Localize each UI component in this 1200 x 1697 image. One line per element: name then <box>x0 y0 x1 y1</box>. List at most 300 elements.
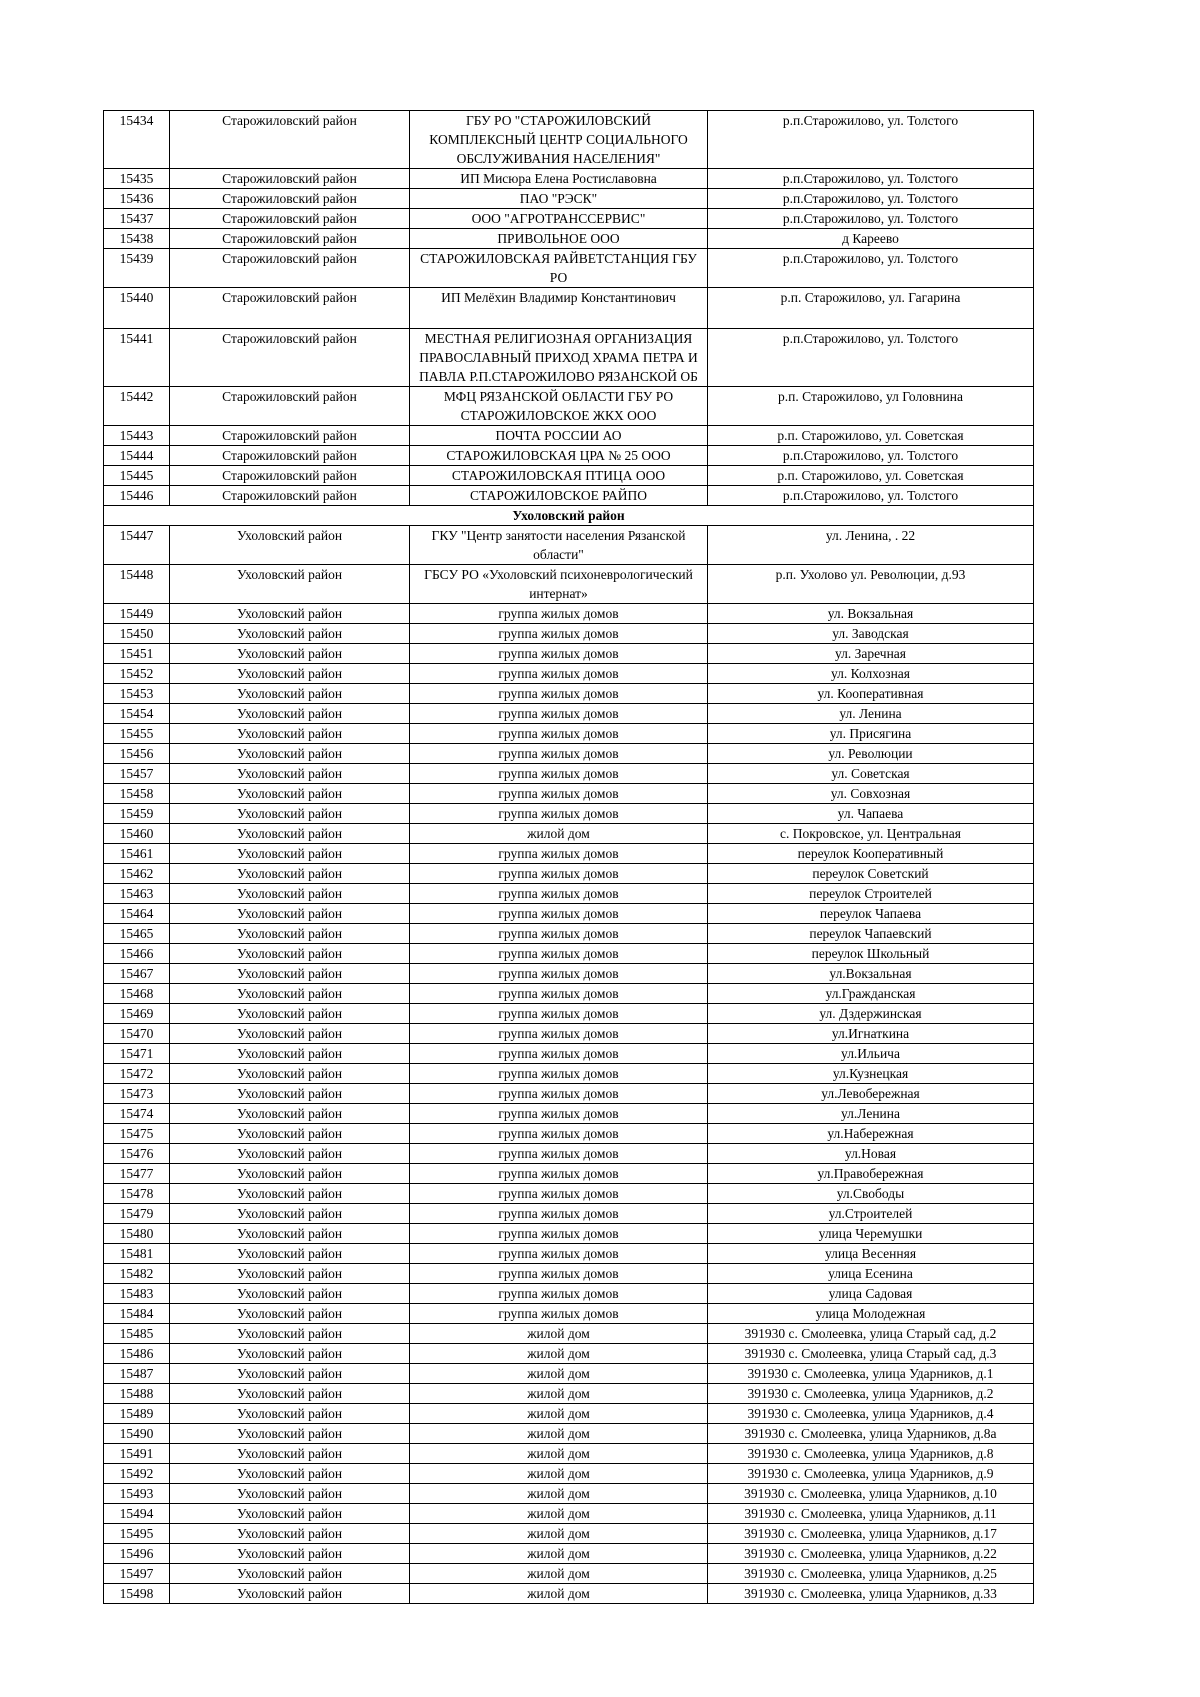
organization-name-cell: группа жилых домов <box>410 864 708 884</box>
organization-name-cell: группа жилых домов <box>410 1004 708 1024</box>
address-cell: ул. Ленина, . 22 <box>708 526 1034 565</box>
row-number-cell: 15456 <box>104 744 170 764</box>
organization-name-cell: группа жилых домов <box>410 844 708 864</box>
table-row <box>104 1384 1034 1404</box>
row-number-cell: 15449 <box>104 604 170 624</box>
table-row <box>104 1164 1034 1184</box>
row-number-cell: 15435 <box>104 169 170 189</box>
organization-name-cell: жилой дом <box>410 824 708 844</box>
district-cell: Ухоловский район <box>170 1344 410 1364</box>
organization-name-cell: группа жилых домов <box>410 924 708 944</box>
organization-name-cell: ПОЧТА РОССИИ АО <box>410 426 708 446</box>
address-cell: улица Весенняя <box>708 1244 1034 1264</box>
address-cell: р.п. Старожилово, ул. Советская <box>708 426 1034 446</box>
table-row <box>104 1504 1034 1524</box>
district-cell: Старожиловский район <box>170 169 410 189</box>
table-row <box>104 189 1034 209</box>
row-number-cell: 15446 <box>104 486 170 506</box>
organization-name-cell: МФЦ РЯЗАНСКОЙ ОБЛАСТИ ГБУ РО СТАРОЖИЛОВСКОЕ ЖКХ ООО <box>410 387 708 426</box>
district-cell: Старожиловский район <box>170 229 410 249</box>
table-row <box>104 924 1034 944</box>
row-number-cell: 15487 <box>104 1364 170 1384</box>
address-cell: ул. Чапаева <box>708 804 1034 824</box>
table-row <box>104 1344 1034 1364</box>
district-cell: Ухоловский район <box>170 1504 410 1524</box>
table-row <box>104 744 1034 764</box>
row-number-cell: 15436 <box>104 189 170 209</box>
address-cell: ул.Левобережная <box>708 1084 1034 1104</box>
row-number-cell: 15465 <box>104 924 170 944</box>
row-number-cell: 15434 <box>104 111 170 169</box>
address-cell: ул. Вокзальная <box>708 604 1034 624</box>
table-row <box>104 764 1034 784</box>
row-number-cell: 15473 <box>104 1084 170 1104</box>
table-row <box>104 111 1034 169</box>
table-row <box>104 526 1034 565</box>
organization-name-cell: группа жилых домов <box>410 1044 708 1064</box>
address-cell: ул. Дздержинская <box>708 1004 1034 1024</box>
row-number-cell: 15469 <box>104 1004 170 1024</box>
district-cell: Ухоловский район <box>170 844 410 864</box>
organization-name-cell: группа жилых домов <box>410 1124 708 1144</box>
row-number-cell: 15468 <box>104 984 170 1004</box>
organization-name-cell: группа жилых домов <box>410 684 708 704</box>
row-number-cell: 15439 <box>104 249 170 288</box>
table-row <box>104 1464 1034 1484</box>
district-cell: Старожиловский район <box>170 426 410 446</box>
organization-name-cell: группа жилых домов <box>410 744 708 764</box>
table-row <box>104 1064 1034 1084</box>
district-cell: Ухоловский район <box>170 1104 410 1124</box>
district-cell: Ухоловский район <box>170 1264 410 1284</box>
district-cell: Ухоловский район <box>170 724 410 744</box>
organization-name-cell: группа жилых домов <box>410 764 708 784</box>
district-cell: Старожиловский район <box>170 486 410 506</box>
district-cell: Ухоловский район <box>170 884 410 904</box>
district-cell: Ухоловский район <box>170 644 410 664</box>
district-cell: Старожиловский район <box>170 189 410 209</box>
district-cell: Ухоловский район <box>170 964 410 984</box>
organization-name-cell: жилой дом <box>410 1404 708 1424</box>
organization-name-cell: ГКУ "Центр занятости населения Рязанской области" <box>410 526 708 565</box>
table-row <box>104 644 1034 664</box>
district-cell: Ухоловский район <box>170 1144 410 1164</box>
address-cell: 391930 с. Смолеевка, улица Ударников, д.1 <box>708 1364 1034 1384</box>
district-cell: Ухоловский район <box>170 565 410 604</box>
table-row <box>104 466 1034 486</box>
table-row <box>104 565 1034 604</box>
row-number-cell: 15478 <box>104 1184 170 1204</box>
document-table <box>103 110 1034 1604</box>
address-cell: улица Молодежная <box>708 1304 1034 1324</box>
table-row <box>104 964 1034 984</box>
address-cell: ул.Ленина <box>708 1104 1034 1124</box>
district-cell: Ухоловский район <box>170 1484 410 1504</box>
organization-name-cell: группа жилых домов <box>410 944 708 964</box>
district-cell: Ухоловский район <box>170 904 410 924</box>
table-row <box>104 1024 1034 1044</box>
row-number-cell: 15450 <box>104 624 170 644</box>
address-cell: переулок Школьный <box>708 944 1034 964</box>
address-cell: ул. Совхозная <box>708 784 1034 804</box>
row-number-cell: 15453 <box>104 684 170 704</box>
row-number-cell: 15443 <box>104 426 170 446</box>
organization-name-cell: жилой дом <box>410 1484 708 1504</box>
organization-name-cell: группа жилых домов <box>410 1084 708 1104</box>
address-cell: 391930 с. Смолеевка, улица Ударников, д.11 <box>708 1504 1034 1524</box>
address-cell: ул.Вокзальная <box>708 964 1034 984</box>
organization-name-cell: ПРИВОЛЬНОЕ ООО <box>410 229 708 249</box>
organization-name-cell: группа жилых домов <box>410 784 708 804</box>
row-number-cell: 15471 <box>104 1044 170 1064</box>
row-number-cell: 15442 <box>104 387 170 426</box>
table-row <box>104 229 1034 249</box>
address-cell: 391930 с. Смолеевка, улица Ударников, д.33 <box>708 1584 1034 1604</box>
address-cell: 391930 с. Смолеевка, улица Ударников, д.2 <box>708 1384 1034 1404</box>
district-cell: Ухоловский район <box>170 1224 410 1244</box>
district-cell: Старожиловский район <box>170 446 410 466</box>
organization-name-cell: группа жилых домов <box>410 1264 708 1284</box>
table-row <box>104 1444 1034 1464</box>
address-cell: улица Садовая <box>708 1284 1034 1304</box>
address-cell: р.п.Старожилово, ул. Толстого <box>708 111 1034 169</box>
address-cell: д Кареево <box>708 229 1034 249</box>
table-row <box>104 1204 1034 1224</box>
address-cell: переулок Советский <box>708 864 1034 884</box>
row-number-cell: 15463 <box>104 884 170 904</box>
district-cell: Ухоловский район <box>170 1004 410 1024</box>
address-cell: 391930 с. Смолеевка, улица Ударников, д.8 <box>708 1444 1034 1464</box>
district-cell: Ухоловский район <box>170 1064 410 1084</box>
table-row <box>104 984 1034 1004</box>
address-cell: 391930 с. Смолеевка, улица Ударников, д.17 <box>708 1524 1034 1544</box>
address-cell: 391930 с. Смолеевка, улица Старый сад, д.2 <box>708 1324 1034 1344</box>
organization-name-cell: группа жилых домов <box>410 1164 708 1184</box>
row-number-cell: 15490 <box>104 1424 170 1444</box>
table-row <box>104 1224 1034 1244</box>
row-number-cell: 15467 <box>104 964 170 984</box>
table-row <box>104 624 1034 644</box>
district-cell: Ухоловский район <box>170 1244 410 1264</box>
district-cell: Старожиловский район <box>170 466 410 486</box>
table-row <box>104 944 1034 964</box>
row-number-cell: 15448 <box>104 565 170 604</box>
table-row <box>104 249 1034 288</box>
row-number-cell: 15496 <box>104 1544 170 1564</box>
row-number-cell: 15466 <box>104 944 170 964</box>
table-row <box>104 1264 1034 1284</box>
address-cell: ул.Гражданская <box>708 984 1034 1004</box>
row-number-cell: 15457 <box>104 764 170 784</box>
table-row <box>104 1304 1034 1324</box>
address-cell: 391930 с. Смолеевка, улица Ударников, д.25 <box>708 1564 1034 1584</box>
district-cell: Старожиловский район <box>170 387 410 426</box>
table-row <box>104 1144 1034 1164</box>
district-cell: Ухоловский район <box>170 1024 410 1044</box>
row-number-cell: 15494 <box>104 1504 170 1524</box>
district-cell: Старожиловский район <box>170 111 410 169</box>
row-number-cell: 15454 <box>104 704 170 724</box>
address-cell: ул.Игнаткина <box>708 1024 1034 1044</box>
table-row <box>104 1584 1034 1604</box>
organization-name-cell: группа жилых домов <box>410 1244 708 1264</box>
organization-name-cell: группа жилых домов <box>410 1284 708 1304</box>
table-row <box>104 1424 1034 1444</box>
section-header-row <box>104 506 1034 526</box>
district-cell: Ухоловский район <box>170 526 410 565</box>
address-cell: ул.Кузнецкая <box>708 1064 1034 1084</box>
district-cell: Ухоловский район <box>170 864 410 884</box>
table-row <box>104 1004 1034 1024</box>
row-number-cell: 15481 <box>104 1244 170 1264</box>
organization-name-cell: ПАО "РЭСК" <box>410 189 708 209</box>
organization-name-cell: СТАРОЖИЛОВСКАЯ РАЙВЕТСТАНЦИЯ ГБУ РО <box>410 249 708 288</box>
table-row <box>104 904 1034 924</box>
organization-name-cell: жилой дом <box>410 1384 708 1404</box>
district-cell: Старожиловский район <box>170 288 410 329</box>
row-number-cell: 15447 <box>104 526 170 565</box>
row-number-cell: 15474 <box>104 1104 170 1124</box>
address-cell: ул. Советская <box>708 764 1034 784</box>
organization-name-cell: группа жилых домов <box>410 1024 708 1044</box>
district-cell: Ухоловский район <box>170 1184 410 1204</box>
row-number-cell: 15470 <box>104 1024 170 1044</box>
address-cell: переулок Чапаевский <box>708 924 1034 944</box>
row-number-cell: 15461 <box>104 844 170 864</box>
address-cell: ул. Кооперативная <box>708 684 1034 704</box>
address-cell: р.п. Старожилово, ул. Советская <box>708 466 1034 486</box>
row-number-cell: 15479 <box>104 1204 170 1224</box>
address-cell: 391930 с. Смолеевка, улица Старый сад, д.3 <box>708 1344 1034 1364</box>
table-row <box>104 1044 1034 1064</box>
row-number-cell: 15483 <box>104 1284 170 1304</box>
table-row <box>104 1544 1034 1564</box>
district-cell: Ухоловский район <box>170 1404 410 1424</box>
district-cell: Ухоловский район <box>170 1204 410 1224</box>
district-cell: Ухоловский район <box>170 624 410 644</box>
organization-name-cell: группа жилых домов <box>410 704 708 724</box>
row-number-cell: 15460 <box>104 824 170 844</box>
table-row <box>104 329 1034 387</box>
row-number-cell: 15444 <box>104 446 170 466</box>
organization-name-cell: ИП Мелёхин Владимир Константинович <box>410 288 708 329</box>
district-cell: Ухоловский район <box>170 1044 410 1064</box>
table-row <box>104 1084 1034 1104</box>
organization-name-cell: группа жилых домов <box>410 664 708 684</box>
address-cell: ул.Строителей <box>708 1204 1034 1224</box>
address-cell: р.п.Старожилово, ул. Толстого <box>708 169 1034 189</box>
address-cell: ул.Свободы <box>708 1184 1034 1204</box>
address-cell: р.п.Старожилово, ул. Толстого <box>708 329 1034 387</box>
district-cell: Ухоловский район <box>170 1584 410 1604</box>
table-row <box>104 1284 1034 1304</box>
table-row <box>104 446 1034 466</box>
address-cell: 391930 с. Смолеевка, улица Ударников, д.10 <box>708 1484 1034 1504</box>
address-cell: ул.Правобережная <box>708 1164 1034 1184</box>
address-cell: переулок Кооперативный <box>708 844 1034 864</box>
address-cell: 391930 с. Смолеевка, улица Ударников, д.8а <box>708 1424 1034 1444</box>
table-row <box>104 884 1034 904</box>
address-cell: ул. Присягина <box>708 724 1034 744</box>
organization-name-cell: жилой дом <box>410 1544 708 1564</box>
district-cell: Ухоловский район <box>170 1304 410 1324</box>
district-cell: Ухоловский район <box>170 804 410 824</box>
table-row <box>104 387 1034 426</box>
organization-name-cell: ООО "АГРОТРАНССЕРВИС" <box>410 209 708 229</box>
table-body <box>104 111 1034 1604</box>
table-row <box>104 784 1034 804</box>
table-row <box>104 1364 1034 1384</box>
organization-name-cell: группа жилых домов <box>410 1104 708 1124</box>
district-cell: Ухоловский район <box>170 1424 410 1444</box>
address-cell: ул. Колхозная <box>708 664 1034 684</box>
district-cell: Ухоловский район <box>170 604 410 624</box>
row-number-cell: 15493 <box>104 1484 170 1504</box>
table-row <box>104 844 1034 864</box>
address-cell: 391930 с. Смолеевка, улица Ударников, д.9 <box>708 1464 1034 1484</box>
organization-name-cell: группа жилых домов <box>410 984 708 1004</box>
organization-name-cell: группа жилых домов <box>410 804 708 824</box>
district-cell: Ухоловский район <box>170 1444 410 1464</box>
address-cell: ул. Ленина <box>708 704 1034 724</box>
row-number-cell: 15452 <box>104 664 170 684</box>
district-cell: Ухоловский район <box>170 1164 410 1184</box>
table-row <box>104 1484 1034 1504</box>
address-cell: р.п. Ухолово ул. Революции, д.93 <box>708 565 1034 604</box>
row-number-cell: 15477 <box>104 1164 170 1184</box>
district-cell: Ухоловский район <box>170 1324 410 1344</box>
address-cell: ул.Ильича <box>708 1044 1034 1064</box>
row-number-cell: 15492 <box>104 1464 170 1484</box>
table-row <box>104 804 1034 824</box>
address-cell: р.п.Старожилово, ул. Толстого <box>708 189 1034 209</box>
organization-name-cell: группа жилых домов <box>410 1064 708 1084</box>
row-number-cell: 15458 <box>104 784 170 804</box>
table-row <box>104 704 1034 724</box>
row-number-cell: 15472 <box>104 1064 170 1084</box>
address-cell: р.п.Старожилово, ул. Толстого <box>708 249 1034 288</box>
table-row <box>104 288 1034 329</box>
row-number-cell: 15484 <box>104 1304 170 1324</box>
row-number-cell: 15495 <box>104 1524 170 1544</box>
district-cell: Ухоловский район <box>170 744 410 764</box>
organization-name-cell: жилой дом <box>410 1564 708 1584</box>
district-cell: Ухоловский район <box>170 1384 410 1404</box>
table-row <box>104 864 1034 884</box>
table-row <box>104 426 1034 446</box>
address-cell: ул.Набережная <box>708 1124 1034 1144</box>
address-cell: р.п. Старожилово, ул. Гагарина <box>708 288 1034 329</box>
district-cell: Ухоловский район <box>170 1124 410 1144</box>
table-row <box>104 1524 1034 1544</box>
row-number-cell: 15441 <box>104 329 170 387</box>
district-cell: Ухоловский район <box>170 1544 410 1564</box>
address-cell: переулок Строителей <box>708 884 1034 904</box>
district-cell: Ухоловский район <box>170 1084 410 1104</box>
row-number-cell: 15486 <box>104 1344 170 1364</box>
row-number-cell: 15488 <box>104 1384 170 1404</box>
organization-name-cell: жилой дом <box>410 1344 708 1364</box>
organization-name-cell: жилой дом <box>410 1424 708 1444</box>
district-cell: Ухоловский район <box>170 1464 410 1484</box>
address-cell: ул. Заречная <box>708 644 1034 664</box>
row-number-cell: 15482 <box>104 1264 170 1284</box>
row-number-cell: 15480 <box>104 1224 170 1244</box>
district-cell: Ухоловский район <box>170 1284 410 1304</box>
district-cell: Ухоловский район <box>170 784 410 804</box>
organization-name-cell: СТАРОЖИЛОВСКАЯ ЦРА № 25 ООО <box>410 446 708 466</box>
organization-name-cell: ГБУ РО "СТАРОЖИЛОВСКИЙ КОМПЛЕКСНЫЙ ЦЕНТР СОЦИАЛЬНОГО ОБСЛУЖИВАНИЯ НАСЕЛЕНИЯ" <box>410 111 708 169</box>
organization-name-cell: группа жилых домов <box>410 904 708 924</box>
row-number-cell: 15475 <box>104 1124 170 1144</box>
organization-name-cell: группа жилых домов <box>410 964 708 984</box>
district-cell: Ухоловский район <box>170 764 410 784</box>
table-row <box>104 1564 1034 1584</box>
district-cell: Ухоловский район <box>170 944 410 964</box>
table-row <box>104 1124 1034 1144</box>
row-number-cell: 15437 <box>104 209 170 229</box>
section-title: Ухоловский район <box>104 506 1034 526</box>
district-cell: Ухоловский район <box>170 704 410 724</box>
row-number-cell: 15489 <box>104 1404 170 1424</box>
district-cell: Старожиловский район <box>170 329 410 387</box>
table-row <box>104 724 1034 744</box>
organization-name-cell: ИП Мисюра Елена Ростиславовна <box>410 169 708 189</box>
address-cell: р.п. Старожилово, ул Головнина <box>708 387 1034 426</box>
row-number-cell: 15464 <box>104 904 170 924</box>
table-row <box>104 486 1034 506</box>
organization-name-cell: жилой дом <box>410 1504 708 1524</box>
organization-name-cell: ГБСУ РО «Ухоловский психоневрологический интернат» <box>410 565 708 604</box>
organization-name-cell: группа жилых домов <box>410 1204 708 1224</box>
row-number-cell: 15451 <box>104 644 170 664</box>
organization-name-cell: группа жилых домов <box>410 1304 708 1324</box>
district-cell: Ухоловский район <box>170 984 410 1004</box>
organization-name-cell: группа жилых домов <box>410 604 708 624</box>
row-number-cell: 15440 <box>104 288 170 329</box>
table-row <box>104 824 1034 844</box>
row-number-cell: 15485 <box>104 1324 170 1344</box>
district-cell: Старожиловский район <box>170 209 410 229</box>
row-number-cell: 15438 <box>104 229 170 249</box>
address-cell: р.п.Старожилово, ул. Толстого <box>708 446 1034 466</box>
address-cell: р.п.Старожилово, ул. Толстого <box>708 486 1034 506</box>
address-cell: 391930 с. Смолеевка, улица Ударников, д.4 <box>708 1404 1034 1424</box>
organization-name-cell: СТАРОЖИЛОВСКОЕ РАЙПО <box>410 486 708 506</box>
district-cell: Ухоловский район <box>170 684 410 704</box>
row-number-cell: 15476 <box>104 1144 170 1164</box>
table-row <box>104 209 1034 229</box>
table-row <box>104 664 1034 684</box>
address-cell: 391930 с. Смолеевка, улица Ударников, д.22 <box>708 1544 1034 1564</box>
organization-name-cell: жилой дом <box>410 1464 708 1484</box>
organization-name-cell: МЕСТНАЯ РЕЛИГИОЗНАЯ ОРГАНИЗАЦИЯ ПРАВОСЛАВНЫЙ ПРИХОД ХРАМА ПЕТРА И ПАВЛА Р.П.СТАРОЖИЛОВО РЯЗАНСКОЙ ОБ <box>410 329 708 387</box>
row-number-cell: 15498 <box>104 1584 170 1604</box>
address-cell: ул.Новая <box>708 1144 1034 1164</box>
address-cell: переулок Чапаева <box>708 904 1034 924</box>
organization-name-cell: жилой дом <box>410 1364 708 1384</box>
table-row <box>104 169 1034 189</box>
row-number-cell: 15497 <box>104 1564 170 1584</box>
organization-name-cell: группа жилых домов <box>410 724 708 744</box>
row-number-cell: 15455 <box>104 724 170 744</box>
organization-name-cell: СТАРОЖИЛОВСКАЯ ПТИЦА ООО <box>410 466 708 486</box>
row-number-cell: 15462 <box>104 864 170 884</box>
district-cell: Ухоловский район <box>170 924 410 944</box>
district-cell: Ухоловский район <box>170 664 410 684</box>
district-cell: Ухоловский район <box>170 1524 410 1544</box>
address-cell: ул. Заводская <box>708 624 1034 644</box>
